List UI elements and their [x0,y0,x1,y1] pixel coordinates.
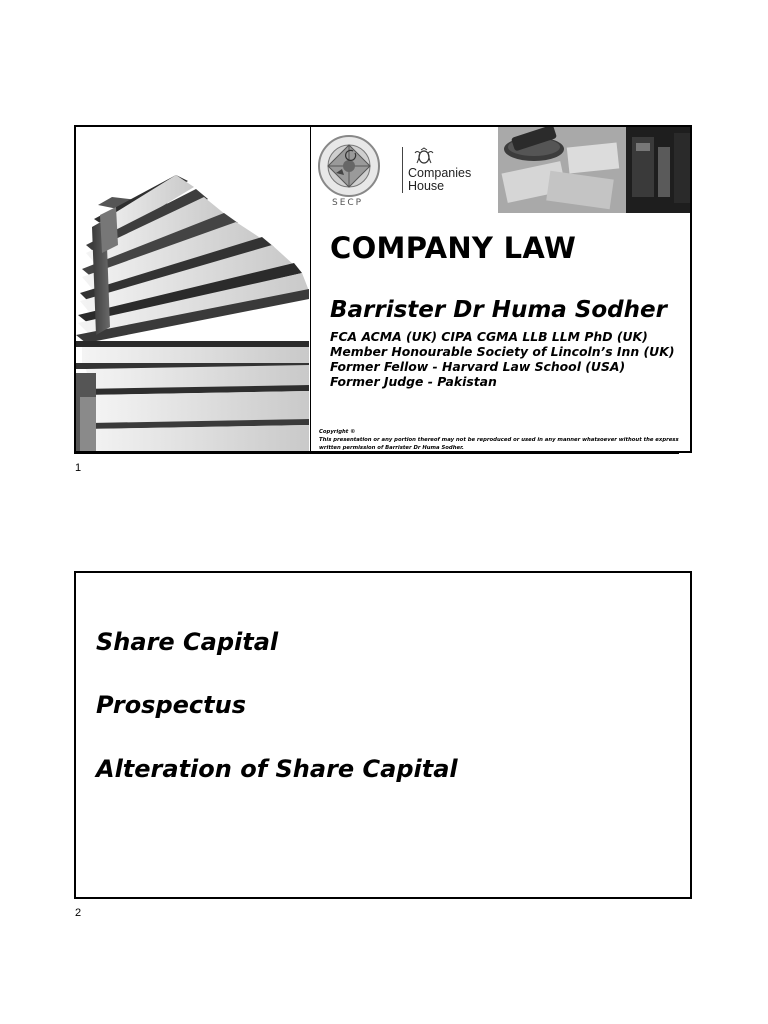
secp-label: SECP [332,198,364,208]
copyright-text: This presentation or any portion thereof may not be reproduced or used in any manner whatsoever without the express written permission of Barrister Dr Huma Sodher. [319,437,679,451]
topic-alteration-of-share-capital: Alteration of Share Capital [96,755,458,783]
books-illustration-icon [76,127,309,451]
companies-house-line1: Companies [408,166,472,180]
logo-divider [402,147,403,193]
slide-number-1: 1 [75,462,82,474]
slide-1-bottom-rule [74,453,679,454]
credential-line: Former Fellow - Harvard Law School (USA) [330,359,626,374]
credential-line: Former Judge - Pakistan [330,374,497,389]
royal-crest-icon [411,147,437,165]
credential-line: FCA ACMA (UK) CIPA CGMA LLB LLM PhD (UK) [330,329,648,344]
companies-house-logo-text [408,167,471,193]
copyright-notice [319,428,687,452]
companies-house-line2: House [408,179,445,193]
topic-prospectus: Prospectus [96,691,246,719]
slide-1 [74,125,692,453]
logos-row [312,127,692,213]
books-stack-image [76,127,309,451]
presentation-title: COMPANY LAW [330,231,577,265]
credential-line: Member Honourable Society of Lincoln’s Inn (UK) [330,344,675,359]
author-credentials [330,329,675,389]
slide-number-2: 2 [75,907,82,919]
gavel-money-photo [498,127,692,213]
slide-2 [74,571,692,899]
copyright-heading: Copyright © [319,429,356,435]
panel-divider [310,127,311,451]
topic-share-capital: Share Capital [96,628,279,656]
author-name: Barrister Dr Huma Sodher [330,297,667,323]
slide-2-bottom-rule [74,898,679,899]
